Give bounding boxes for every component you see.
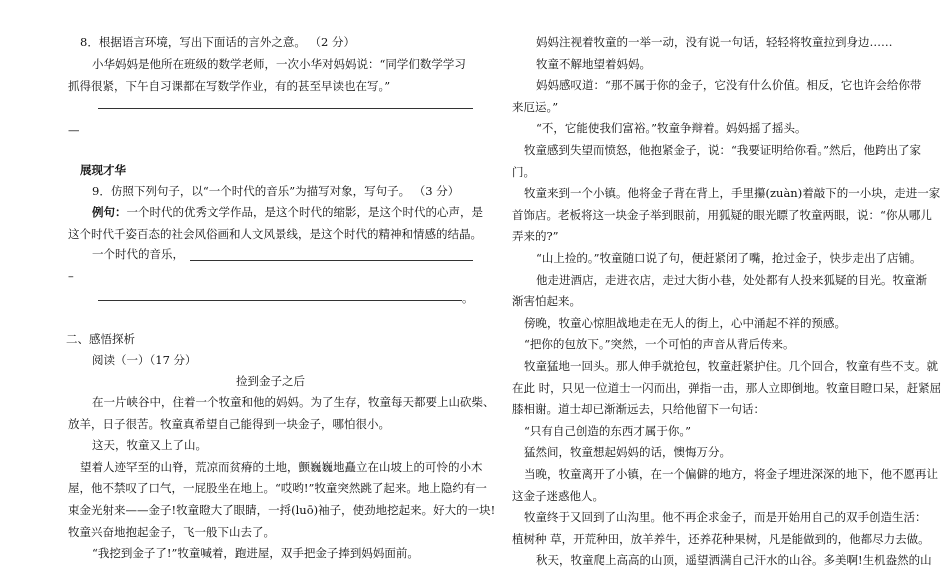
text-line: 束金光射来——金子!牧童瞪大了眼睛，一捋(luō)袖子，使劲地挖起来。好大的一块!	[68, 503, 496, 517]
section-heading-talent: 展现才华	[80, 163, 126, 177]
text-line: 猛然间，牧童想起妈妈的话，懊悔万分。	[524, 445, 731, 460]
text-line: 在一片峡谷中，住着一个牧童和他的妈妈。为了生存，牧童每天都要上山砍柴、	[92, 395, 495, 409]
question-9-example-continued: 这个时代千姿百态的社会风俗画和人文风景线，是这个时代的精神和情感的结晶。	[68, 227, 482, 241]
question-8-text-continued: 抓得很紧，下午自习课都在写数学作业，有的甚至早读也在写。”	[68, 79, 391, 93]
text-line: 渐害怕起来。	[512, 294, 581, 309]
text-line: 门。	[512, 164, 535, 179]
answer-line-q9-dash: –	[68, 269, 74, 283]
question-8-text: 小华妈妈是他所在班级的数学老师，一次小华对妈妈说：“同学们数学学习	[92, 57, 466, 71]
text-line: “只有自己创造的东西才属于你。”	[524, 423, 692, 438]
answer-line-q9-1[interactable]	[190, 260, 473, 261]
question-9-title: 9．仿照下列句子，以“一个时代的音乐”为描写对象，写句子。 （3 分）	[92, 184, 460, 198]
question-9-example	[68, 204, 483, 220]
text-line: 这金子迷惑他人。	[512, 488, 604, 503]
text-line: “不，它能使我们富裕。”牧童争辩着。妈妈摇了摇头。	[536, 121, 807, 136]
question-9-prompt: 一个时代的音乐，	[92, 247, 184, 261]
answer-line-q8-dash: —	[68, 123, 80, 137]
answer-line-q9-2[interactable]	[98, 300, 462, 301]
answer-line-q9-period: 。	[462, 291, 474, 305]
story-title: 捡到金子之后	[236, 374, 305, 388]
example-text: 一个时代的优秀文学作品，是这个时代的缩影，是这个时代的心声，是	[126, 205, 483, 219]
text-line: 妈妈注视着牧童的一举一动，没有说一句话，轻轻将牧童拉到身边……	[536, 35, 893, 49]
text-line: “我挖到金子了!”牧童喊着，跑进屋，双手把金子捧到妈妈面前。	[92, 546, 419, 561]
reading-heading-1: 阅读（一）（17 分）	[92, 353, 197, 367]
text-line: 植树种 草，开荒种田，放羊养牛，还养花种果树，凡是能做到的，他都尽力去做。	[512, 531, 930, 546]
example-label: 例句：	[92, 205, 127, 219]
text-line: 妈妈感叹道：“那不属于你的金子，它没有什么价值。相反，它也许会给你带	[536, 78, 922, 93]
section-heading-2: 二、感悟探析	[66, 332, 135, 346]
text-line: 弄来的?”	[512, 229, 559, 244]
text-line: 屋，他不禁叹了口气，一屁股坐在地上。“哎哟!”牧童突然跳了起来。地上隐约有一	[68, 481, 487, 496]
text-line: 傍晚，牧童心惊胆战地走在无人的街上，心中涌起不祥的预感。	[524, 315, 846, 330]
answer-line-q8[interactable]	[98, 108, 473, 109]
text-line: “把你的包放下。”突然，一个可怕的声音从背后传来。	[524, 337, 795, 352]
question-8-title: 8．根据语言环境，写出下面话的言外之意。 （2 分）	[80, 35, 355, 49]
text-line: 在此 时，只见一位道士一闪而出，弹指一击，那人立即倒地。牧童目瞪口呆，赶紧屈	[512, 380, 942, 395]
text-line: 膝相谢。道士却已渐渐远去，只给他留下一句话：	[512, 402, 765, 417]
text-line: 牧童兴奋地抱起金子，飞一般下山去了。	[68, 524, 275, 539]
text-line: 当晚，牧童离开了小镇，在一个偏僻的地方，将金子埋进深深的地下，他不愿再让	[524, 467, 938, 481]
text-line: 牧童来到一个小镇。他将金子背在背上，手里攥(zuàn)着敲下的一小块，走进一家	[524, 186, 941, 201]
text-line: 他走进酒店，走进衣店，走过大街小巷，处处都有人投来狐疑的目光。牧童渐	[536, 272, 927, 287]
text-line: 首饰店。老板将这一块金子举到眼前，用狐疑的眼光瞟了牧童两眼，说：“你从哪儿	[512, 207, 932, 222]
text-line: 望着人迹罕至的山脊，荒凉而贫瘠的土地，颤巍巍地矗立在山坡上的可怜的小木	[80, 459, 483, 474]
text-line: 秋天，牧童爬上高高的山顶，遥望洒满自己汗水的山谷。多美啊!生机盎然的山	[536, 553, 932, 568]
text-line: “山上捡的。”牧童随口说了句，便赶紧闭了嘴，抢过金子，快步走出了店铺。	[536, 251, 922, 265]
text-line: 这天，牧童又上了山。	[92, 438, 207, 453]
text-line: 牧童猛地一回头。那人伸手就抢包，牧童赶紧护住。几个回合，牧童有些不支。就	[524, 359, 938, 373]
text-line: 牧童感到失望而愤怒，他抱紧金子，说：“我要证明给你看。”然后，他跨出了家	[524, 143, 922, 157]
text-line: 放羊，日子很苦。牧童真希望自己能得到一块金子，哪怕很小。	[68, 416, 390, 431]
text-line: 牧童终于又回到了山沟里。他不再企求金子，而是开始用自己的双手创造生活：	[524, 510, 927, 525]
text-line: 牧童不解地望着妈妈。	[536, 56, 651, 71]
text-line: 来厄运。”	[512, 99, 559, 114]
